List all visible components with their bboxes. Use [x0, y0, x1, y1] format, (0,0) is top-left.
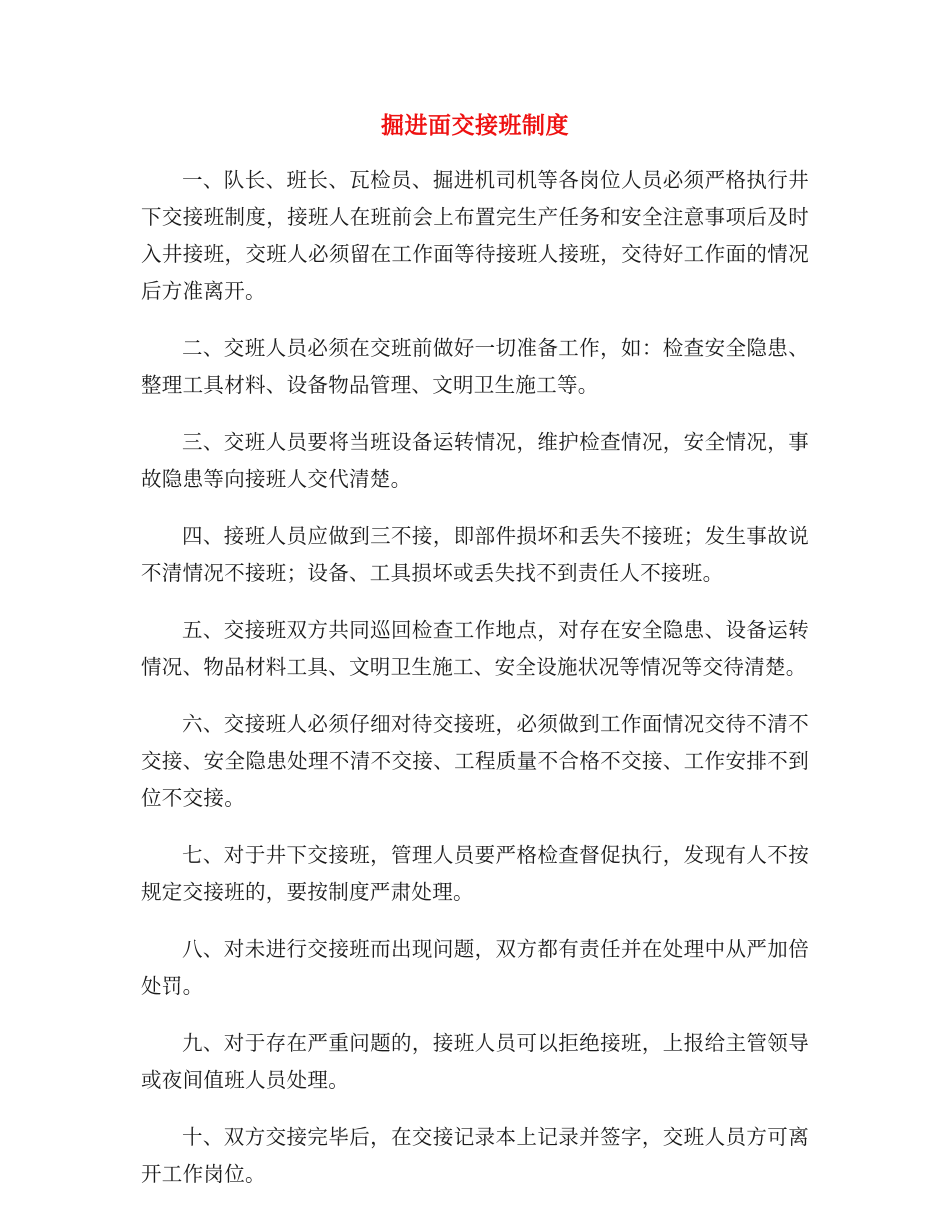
paragraph-3: 三、交班人员要将当班设备运转情况，维护检查情况，安全情况，事故隐患等向接班人交代清楚。 — [141, 430, 809, 491]
paragraph-4: 四、接班人员应做到三不接，即部件损坏和丢失不接班；发生事故说不清情况不接班；设备、工具损坏或丢失找不到责任人不接班。 — [141, 524, 809, 585]
paragraph-6: 六、交接班人必须仔细对待交接班，必须做到工作面情况交待不清不交接、安全隐患处理不清不交接、工程质量不合格不交接、工作安排不到位不交接。 — [141, 712, 809, 810]
document-page — [141, 108, 809, 1213]
paragraph-8: 八、对未进行交接班而出现问题，双方都有责任并在处理中从严加倍处罚。 — [141, 937, 809, 998]
paragraph-9: 九、对于存在严重问题的，接班人员可以拒绝接班，上报给主管领导或夜间值班人员处理。 — [141, 1031, 809, 1092]
document-title: 掘进面交接班制度 — [381, 112, 569, 139]
paragraph-7: 七、对于井下交接班，管理人员要严格检查督促执行，发现有人不按规定交接班的，要按制度严肃处理。 — [141, 843, 809, 904]
paragraph-10: 十、双方交接完毕后，在交接记录本上记录并签字，交班人员方可离开工作岗位。 — [141, 1125, 809, 1186]
paragraph-5: 五、交接班双方共同巡回检查工作地点，对存在安全隐患、设备运转情况、物品材料工具、文明卫生施工、安全设施状况等情况等交待清楚。 — [141, 618, 809, 679]
paragraph-1: 一、队长、班长、瓦检员、掘进机司机等各岗位人员必须严格执行井下交接班制度，接班人在班前会上布置完生产任务和安全注意事项后及时入井接班，交班人必须留在工作面等待接班人接班，交待好工作面的情况后方准离开。 — [141, 168, 809, 303]
paragraph-2: 二、交班人员必须在交班前做好一切准备工作，如：检查安全隐患、整理工具材料、设备物品管理、文明卫生施工等。 — [141, 336, 809, 397]
